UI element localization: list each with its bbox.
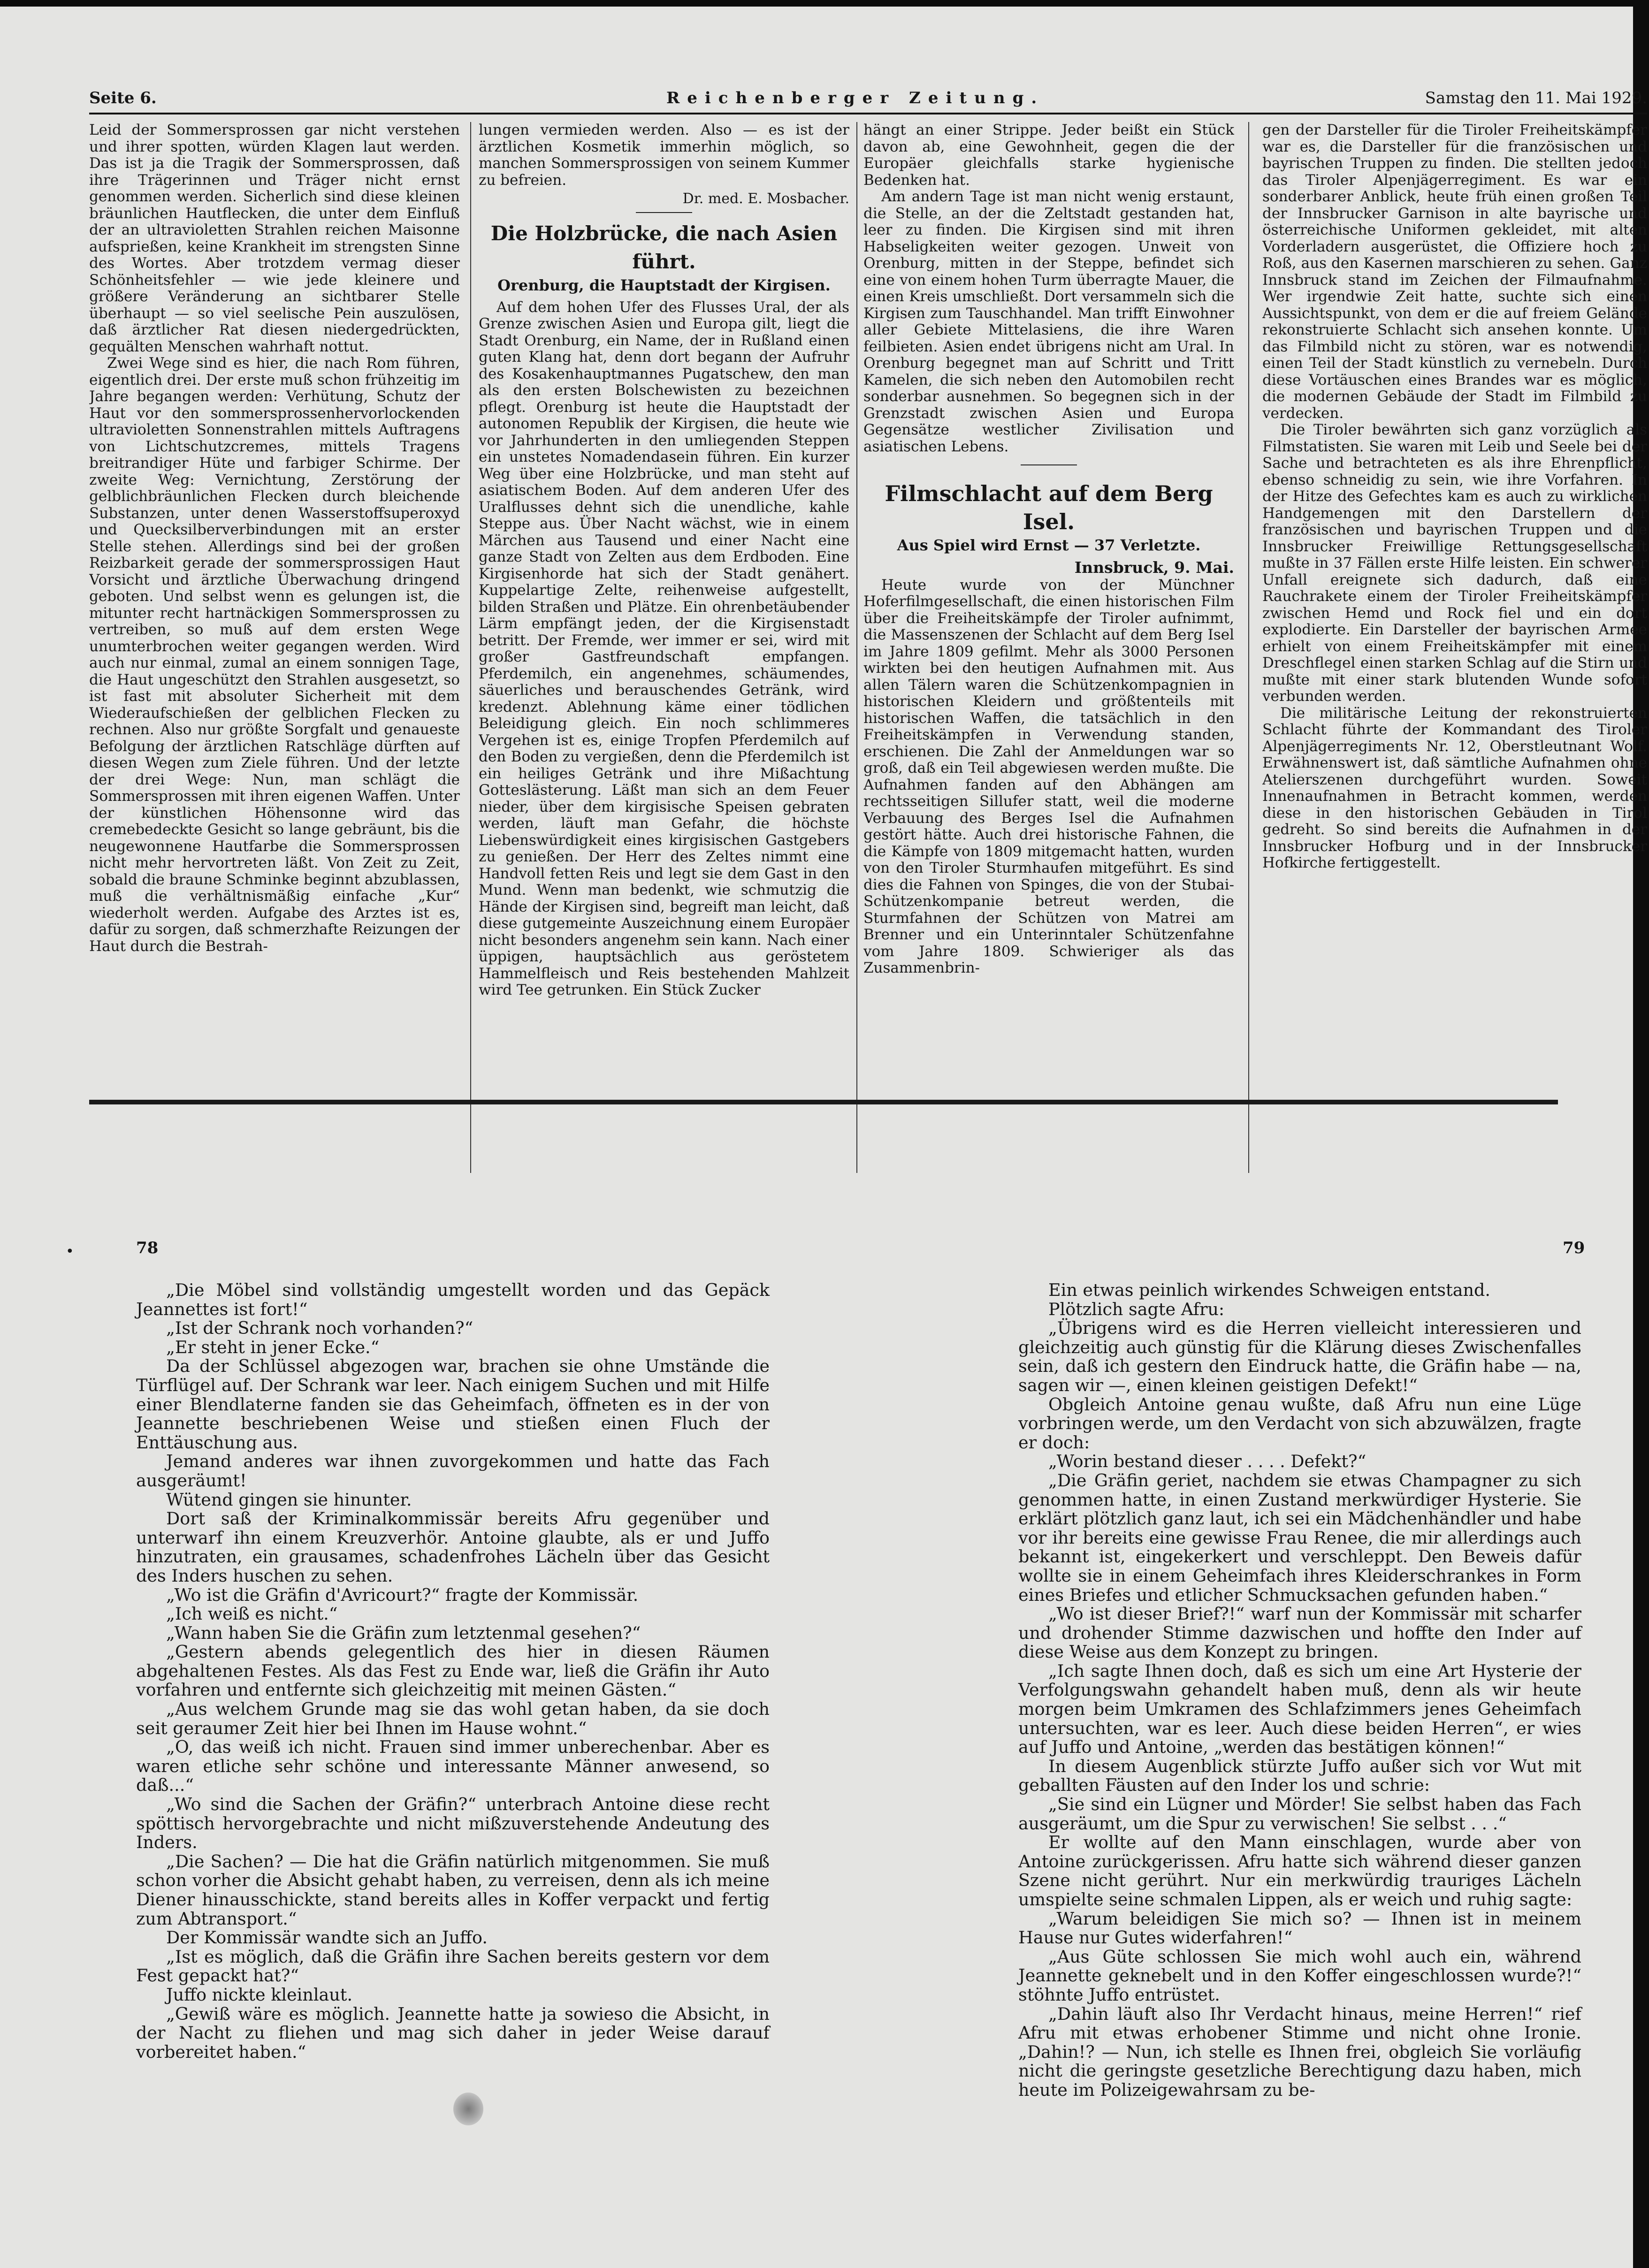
scan-smudge [453,2093,483,2125]
book-paragraph: „Wo ist die Gräfin d'Avricourt?“ fragte der Kommissär. [166,1584,639,1605]
book-paragraph: „Die Möbel sind vollständig umgestellt worden und das Gepäck Jeannettes ist fort!“ [136,1280,770,1319]
article-paragraph: Heute wurde von der Münchner Hoferfilmgesellschaft, die einen historischen Film über die Freiheitskämpfe der Tiroler aufnimmt, die Massenszenen der Schlacht auf dem Berg Isel im Jahre 1809 gefilmt. Mehr als 3000 Personen wirkten bei den heutigen Aufnahmen mit. Aus allen Tälern waren die Schützenkompagnien in historischen Kleidern und größtenteils mit historischen Waffen, die tatsächlich in den Freiheitskämpfen in Verwendung standen, erschienen. Die Zahl der Anmeldungen war so groß, daß ein Teil abgewiesen werden mußte. Die Aufnahmen fanden auf den Abhängen am rechtsseitigen Sillufer statt, weil die moderne Verbauung des Berges Isel die Aufnahmen gestört hätte. Auch drei historische Fahnen, die die Kämpfe von 1809 mitgemacht hatten, wurden von den Tiroler Sturmhaufen mitgeführt. Es sind dies die Fahnen von Spinges, die von der Stubai-Schützenkompanie betreut werden, die Sturmfahnen der Schützen von Matrei am Brenner und ein Unterinntaler Schützenfahne vom Jahre 1809. Schwieriger als das Zusammenbrin- [863,576,1234,976]
article-subheadline: Orenburg, die Hauptstadt der Kirgisen. [497,276,831,294]
issue-date: Samstag den 11. Mai 1929. [1425,89,1647,107]
column-divider [1248,122,1249,1173]
book-paragraph: Plötzlich sagte Afru: [1048,1299,1225,1319]
book-paragraph: Wütend gingen sie hinunter. [166,1489,412,1510]
article-paragraph: lungen vermieden werden. Also — es ist der ärztlichen Kosmetik immerhin möglich, so manchen Sommersprossigen von seinem Kummer zu befreien. [479,122,849,189]
article-paragraph: Zwei Wege sind es hier, die nach Rom führen, eigentlich drei. Der erste muß schon frühzeitig im Jahre begangen werden: Verhütung, Schutz der Haut vor den sommersprossenhervorlockenden ultravioletten Sonnenstrahlen mittels Auftragens von Lichtschutzcremes, mittels Tragens breitrandiger Hüte und farbiger Schirme. Der zweite Weg: Vernichtung, Zerstörung der gelblichbräunlichen Flecken durch bleichende Substanzen, unter denen Wasserstoffsuperoxyd und Quecksilberverbindungen mit an erster Stelle stehen. Allerdings sind bei der großen Reizbarkeit gerade der sommersprossigen Haut Vorsicht und ärztliche Überwachung dringend geboten. Und selbst wenn es gelungen ist, die mitunter recht hartnäckigen Sommersprossen zu vertreiben, so muß auf dem ersten Wege unumterbrochen weiter gegangen werden. Wird auch nur einmal, zumal an einem sonnigen Tage, die Haut ungeschützt den Strahlen ausgesetzt, so ist fast mit absoluter Sicherheit mit dem Wiederaufschießen der gelblichen Flecken zu rechnen. Also nur größte Sorgfalt und genaueste Befolgung der ärztlichen Ratschläge dürften auf diesen Wegen zum Ziele führen. Und der letzte der drei Wege: Nun, man schlägt die Sommersprossen mit ihren eigenen Waffen. Unter der künstlichen Höhensonne wird das cremebedeckte Gesicht so lange gebräunt, bis die neugewonnene Hautfarbe die Sommersprossen nicht mehr hervortreten läßt. Von Zeit zu Zeit, sobald die braune Schminke beginnt abzublassen, muß die verhältnismäßig einfache „Kur“ wiederholt werden. Aufgabe des Arztes ist es, dafür zu sorgen, daß schmerzhafte Reizungen der Haut durch die Bestrah- [89,355,460,955]
article-separator [1021,464,1077,465]
article-paragraph: hängt an einer Strippe. Jeder beißt ein Stück davon ab, eine Gewohnheit, gegen die der Europäer gleichfalls starke hygienische Bedenken hat. [863,122,1234,189]
page-number-right: 79 [1563,1239,1585,1257]
book-paragraph: Juffo nickte kleinlaut. [166,1984,353,2005]
book-paragraph: „Übrigens wird es die Herren vielleicht interessieren und gleichzeitig auch günstig für die Klärung dieses Zwischenfalles sein, daß ich gestern den Eindruck hatte, die Gräfin habe — na, sagen wir —, einen kleinen geistigen Defekt!“ [1018,1318,1581,1395]
book-paragraph: In diesem Augenblick stürzte Juffo außer sich vor Wut mit geballten Fäusten auf den Inder los und schrie: [1018,1756,1581,1796]
scan-border-top [0,0,1649,7]
book-paragraph: „Worin bestand dieser . . . . Defekt?“ [1048,1451,1367,1472]
newspaper-name: Reichenberger Zeitung. [666,89,1045,107]
book-paragraph: Dort saß der Kriminalkommissär bereits Afru gegenüber und unterwarf ihn einem Kreuzverhör. Antoine glaubte, als er und Juffo hinzutraten, ein grausames, schadenfrohes Lächeln über das Gesicht des Inders huschen zu sehen. [136,1508,770,1586]
book-paragraph: „Aus Güte schlossen Sie mich wohl auch ein, während Jeannette geknebelt und in den Koffer eingeschlossen wurde?!“ stöhnte Juffo entrüstet. [1018,1946,1581,2005]
column-2 [479,122,849,1173]
newspaper-page [84,84,1649,1117]
book-paragraph: „Ich sagte Ihnen doch, daß es sich um eine Art Hysterie der Verfolgungswahn gehandelt haben muß, denn als wir heute morgen beim Umkramen des Schlafzimmers jenes Geheimfach untersuchten, war es leer. Auch diese beiden Herren“, er wies auf Juffo und Antoine, „werden das bestätigen können!“ [1018,1660,1581,1758]
column-divider [470,122,471,1173]
article-headline: Filmschlacht auf dem Berg Isel. [885,481,1213,534]
book-paragraph: Er wollte auf den Mann einschlagen, wurde aber von Antoine zurückgerissen. Afru hatte sich während dieser ganzen Szene nicht gerührt. Nur ein merkwürdig trauriges Lächeln umspielte seine schmalen Lippen, als er weich und ruhig sagte: [1018,1832,1581,1910]
column-1 [89,122,460,1173]
book-paragraph: „O, das weiß ich nicht. Frauen sind immer unberechenbar. Aber es waren etliche sehr schöne und interessante Männer anwesend, so daß...“ [136,1737,770,1796]
book-paragraph: „Er steht in jener Ecke.“ [166,1337,380,1357]
book-paragraph: „Gestern abends gelegentlich des hier in diesen Räumen abgehaltenen Festes. Als das Fest zu Ende war, ließ die Gräfin ihr Auto vorfahren und entfernte sich gleichzeitig mit meinen Gästen.“ [136,1642,770,1700]
column-4 [1262,122,1647,1173]
newspaper-bottom-rule [89,1100,1558,1104]
article-subheadline: Aus Spiel wird Ernst — 37 Verletzte. [897,536,1201,554]
book-paragraph: „Ist der Schrank noch vorhanden?“ [166,1318,473,1339]
margin-dot: • [66,1243,74,1260]
book-paragraph: „Die Gräfin geriet, nachdem sie etwas Champagner zu sich genommen hatte, in einen Zustand merkwürdiger Hysterie. Sie erklärt plötzlich ganz laut, ich sei ein Mädchenhändler und habe vor ihr bereits eine gewisse Frau Renee, die mir allerdings auch bekannt ist, eingekerkert und verschleppt. Den Beweis dafür wollte sie in einem Geheimfach ihres Kleiderschrankes in Form eines Briefes und etlicher Schmucksachen gefunden haben.“ [1018,1470,1581,1605]
book-paragraph: „Dahin läuft also Ihr Verdacht hinaus, meine Herren!“ rief Afru mit etwas erhobener Stimme und nicht ohne Ironie. „Dahin!? — Nun, ich stelle es Ihnen frei, obgleich Sie vorläufig nicht die geringste gesetzliche Berechtigung dazu haben, mich heute im Polizeigewahrsam zu be- [1018,2003,1581,2100]
masthead [89,84,1647,113]
book-paragraph: „Ist es möglich, daß die Gräfin ihre Sachen bereits gestern vor dem Fest gepackt hat?“ [136,1946,770,1986]
book-paragraph: „Wann haben Sie die Gräfin zum letztenmal gesehen?“ [166,1622,641,1643]
article-paragraph: Die Tiroler bewährten sich ganz vorzüglich als Filmstatisten. Sie waren mit Leib und Seele bei der Sache und betrachteten es als ihre Ehrenpflicht, ebenso schneidig zu sein, wie ihre Vorfahren. In der Hitze des Gefechtes kam es auch zu wirklichen Handgemengen mit den Darstellern der französischen und bayrischen Truppen und die Innsbrucker Freiwillige Rettungsgesellschaft mußte in 37 Fällen erste Hilfe leisten. Ein schwerer Unfall ereignete sich dadurch, daß eine Rauchrakete einem der Tiroler Freiheitskämpfer zwischen Hemd und Rock fiel und ein dort explodierte. Ein Darsteller der bayrischen Armee erhielt von einem Freiheitskämpfer mit einem Dreschflegel einen starken Schlag auf die Stirn und mußte mit einer stark blutenden Wunde sofort verbunden werden. [1262,421,1647,705]
page-number-left: 78 [136,1239,159,1257]
article-paragraph: Auf dem hohen Ufer des Flusses Ural, der als Grenze zwischen Asien und Europa gilt, liegt die Stadt Orenburg, ein Name, der in Rußland einen guten Klang hat, denn dort begann der Aufruhr des Kosakenhauptmannes Pugatschew, den man als den ersten Bolschewisten zu bezeichnen pflegt. Orenburg ist heute die Hauptstadt der autonomen Republik der Kirgisen, die heute wie vor Jahrhunderten in den umliegenden Steppen ein unstetes Nomadendasein führen. Ein kurzer Weg über eine Holzbrücke, und man steht auf asiatischem Boden. Auf dem anderen Ufer des Uralflusses dehnt sich die unendliche, kahle Steppe aus. Über Nacht wächst, wie in einem Märchen aus Tausend und einer Nacht eine ganze Stadt von Zelten aus dem Erdboden. Eine Kirgisenhorde hat sich der Stadt genähert. Kuppelartige Zelte, reihenweise aufgestellt, bilden Straßen und Plätze. Ein ohrenbetäubender Lärm empfängt jeden, der die Kirgisenstadt betritt. Der Fremde, wer immer er sei, wird mit großer Gastfreundschaft empfangen. Pferdemilch, ein angenehmes, schäumendes, säuerliches und berauschendes Getränk, wird kredenzt. Ablehnung käme einer tödlichen Beleidigung gleich. Ein noch schlimmeres Vergehen ist es, einige Tropfen Pferdemilch auf den Boden zu vergießen, denn die Pferdemilch ist ein heiliges Getränk und ihre Mißachtung Gotteslästerung. Läßt man sich an dem Feuer nieder, über dem kirgisische Speisen gebraten werden, läuft man Gefahr, die höchste Liebenswürdigkeit eines kirgisischen Gastgebers zu genießen. Der Herr des Zeltes nimmt eine Handvoll fetten Reis und legt sie dem Gast in den Mund. Wenn man bedenkt, wie schmutzig die Hände der Kirgisen sind, begreift man leicht, daß diese gutgemeinte Auszeichnung einem Europäer nicht besonders angenehm sein kann. Nach einer üppigen, hauptsächlich aus geröstetem Hammelfleisch und Reis bestehenden Mahlzeit wird Tee getrunken. Ein Stück Zucker [479,298,849,998]
book-paragraph: Da der Schlüssel abgezogen war, brachen sie ohne Umstände die Türflügel auf. Der Schrank war leer. Nach einigem Suchen und mit Hilfe einer Blendlaterne fanden sie das Geheimfach, öffneten es in der von Jeannette beschriebenen Weise und stießen einen Fluch der Enttäuschung aus. [136,1356,770,1453]
article-paragraph: Leid der Sommersprossen gar nicht verstehen und ihrer spotten, würden Klagen laut werden. Das ist ja die Tragik der Sommersprossen, daß ihre Trägerinnen und Träger nicht ernst genommen werden. Sicherlich sind diese kleinen bräunlichen Hautflecken, die unter dem Einfluß der an ultravioletten Strahlen reichen Maisonne aufsprießen, keine Krankheit im strengsten Sinne des Wortes. Aber trotzdem vermag dieser Schönheitsfehler — wie jede kleinere und größere Veränderung an sichtbarer Stelle überhaupt — so viel seelische Pein auszulösen, daß ärztlicher Rat diesen niedergedrückten, gequälten Menschen wahrhaft nottut. [89,122,460,355]
article-paragraph: Die militärische Leitung der rekonstruierten Schlacht führte der Kommandant des Tiroler Alpenjägerregiments Nr. 12, Oberstleutnant Wolf. Erwähnenswert ist, daß sämtliche Aufnahmen ohne Atelierszenen durchgeführt wurden. Soweit Innenaufnahmen in Betracht kommen, werden diese in den historischen Gebäuden in Tirol gedreht. So sind bereits die Aufnahmen in der Innsbrucker Hofburg und in der Innsbrucker Hofkirche fertiggestellt. [1262,704,1647,871]
author-signature: Dr. med. E. Mosbacher. [682,190,849,207]
book-page-left [136,1281,770,2191]
book-paragraph: Obgleich Antoine genau wußte, daß Afru nun eine Lüge vorbringen werde, um den Verdacht von sich abzuwälzen, fragte er doch: [1018,1394,1581,1453]
article-paragraph: gen der Darsteller für die Tiroler Freiheitskämpfer war es, die Darsteller für die französischen und bayrischen Truppen zu finden. Die stellten jedoch das Tiroler Alpenjägerregiment. Es war ein sonderbarer Anblick, heute früh einen großen Teil der Innsbrucker Garnison in alte bayrische und österreichische Uniformen gekleidet, mit alten Vorderladern ausgerüstet, die Offiziere hoch zu Roß, aus den Kasernen marschieren zu sehen. Ganz Innsbruck stand im Zeichen der Filmaufnahme. Wer irgendwie Zeit hatte, suchte sich einen Aussichtspunkt, von dem er die auf freiem Gelände rekonstruierte Schlacht sich ansehen konnte. Um das Filmbild nicht zu stören, war es notwendig, einen Teil der Stadt künstlich zu vernebeln. Durch diese Vortäuschen eines Brandes war es möglich, die modernen Gebäude der Stadt im Filmbild zu verdecken. [1262,122,1647,422]
book-paragraph: „Aus welchem Grunde mag sie das wohl getan haben, da sie doch seit geraumer Zeit hier bei Ihnen im Hause wohnt.“ [136,1699,770,1738]
book-paragraph: „Warum beleidigen Sie mich so? — Ihnen ist in meinem Hause nur Gutes widerfahren!“ [1018,1908,1581,1948]
book-paragraph: „Gewiß wäre es möglich. Jeannette hatte ja sowieso die Absicht, in der Nacht zu fliehen und mag sich daher in jeder Weise darauf vorbereitet haben.“ [136,2003,770,2062]
book-paragraph: Ein etwas peinlich wirkendes Schweigen entstand. [1048,1280,1490,1300]
article-dateline: Innsbruck, 9. Mai. [1074,558,1234,577]
column-3 [863,122,1234,1173]
book-page-right [1018,1281,1581,2191]
article-headline: Die Holzbrücke, die nach Asien führt. [490,221,838,273]
article-separator [636,212,692,213]
article-paragraph: Am andern Tage ist man nicht wenig erstaunt, die Stelle, an der die Zeltstadt gestanden hat, leer zu finden. Die Kirgisen sind mit ihren Habseligkeiten weiter gezogen. Unweit von Orenburg, mitten in der Steppe, befindet sich eine von einem hohen Turm überragte Mauer, die einen Kreis umschließt. Dort versammeln sich die Kirgisen zum Tauschhandel. Man trifft Einwohner aller Gebiete Mittelasiens, die ihre Waren feilbieten. Asien endet übrigens nicht am Ural. In Orenburg begegnet man auf Schritt und Tritt Kamelen, die sich neben den Automobilen recht sonderbar ausnehmen. So begegnen sich in der Grenzstadt zwischen Asien und Europa Gegensätze westlicher Zivilisation und asiatischen Lebens. [863,188,1234,455]
book-paragraph: „Wo ist dieser Brief?!“ warf nun der Kommissär mit scharfer und drohender Stimme dazwischen und hoffte den Inder auf diese Weise aus dem Konzept zu bringen. [1018,1604,1581,1662]
book-paragraph: Jemand anderes war ihnen zuvorgekommen und hatte das Fach ausgeräumt! [136,1451,770,1491]
book-paragraph: „Sie sind ein Lügner und Mörder! Sie selbst haben das Fach ausgeräumt, um die Spur zu verwischen! Sie selbst . . .“ [1018,1794,1581,1834]
book-paragraph: „Wo sind die Sachen der Gräfin?“ unterbrach Antoine diese recht spöttisch hervorgebrachte und nicht mißzuverstehende Andeutung des Inders. [136,1794,770,1853]
book-paragraph: Der Kommissär wandte sich an Juffo. [166,1927,488,1948]
book-paragraph: „Ich weiß es nicht.“ [166,1604,338,1624]
book-paragraph: „Die Sachen? — Die hat die Gräfin natürlich mitgenommen. Sie muß schon vorher die Absicht gehabt haben, zu verreisen, denn als ich meine Diener hinausschickte, stand bereits alles in Koffer verpackt und fertig zum Abtransport.“ [136,1851,770,1929]
column-divider [856,122,857,1173]
page-label: Seite 6. [89,89,157,107]
masthead-rule [89,113,1647,114]
